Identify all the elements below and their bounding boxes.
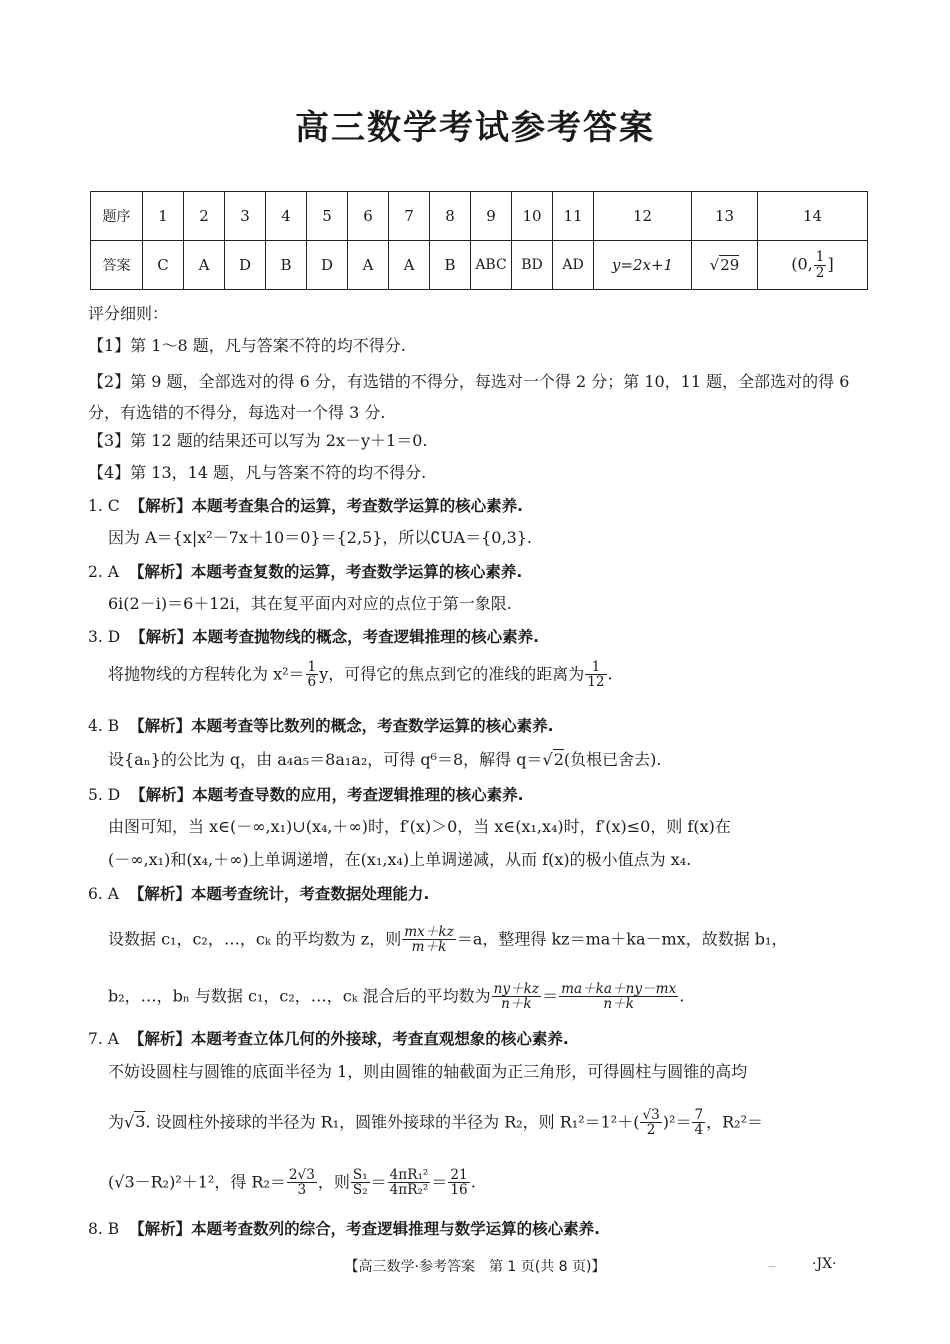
- solution-topic: 【解析】本题考查抛物线的概念，考查逻辑推理的核心素养.: [130, 628, 540, 646]
- text: 设{aₙ}的公比为 q，由 a₄a₅＝8a₁a₂，可得 q⁶＝8，解得 q＝√: [108, 750, 553, 769]
- solution-7-heading: [88, 1028, 868, 1050]
- fraction: [448, 1168, 469, 1198]
- solution-number: 8. B: [88, 1220, 120, 1238]
- radicand: 3: [135, 1112, 146, 1132]
- solution-topic: 【解析】本题考查集合的运算，考查数学运算的核心素养.: [129, 497, 523, 515]
- table-cell: 5: [307, 192, 348, 241]
- footer-mark: —: [768, 1262, 776, 1271]
- text: (√3－R₂)²＋1²，得 R₂＝: [108, 1172, 286, 1192]
- solution-topic: 【解析】本题考查复数的运算，考查数学运算的核心素养.: [128, 563, 523, 581]
- text: ，R₂²＝: [706, 1112, 763, 1132]
- scoring-heading: 评分细则：: [88, 304, 169, 323]
- table-cell: 6: [348, 192, 389, 241]
- table-cell: B: [266, 241, 307, 290]
- table-cell: 4: [266, 192, 307, 241]
- numerator: 7: [694, 1107, 704, 1123]
- solution-topic: 【解析】本题考查数列的综合，考查逻辑推理与数学运算的核心素养.: [129, 1220, 600, 1238]
- text: )²＝: [662, 1112, 692, 1132]
- solution-5-line-2: (－∞,x₁)和(x₄,＋∞)上单调递增，在(x₁,x₄)上单调递减，从而 f(x)的极小值点为 x₄.: [108, 850, 692, 869]
- denominator: n＋k: [501, 996, 532, 1013]
- page-title: 高三数学考试参考答案: [295, 108, 655, 148]
- table-cell: 13: [692, 192, 758, 241]
- solution-number: 7. A: [88, 1030, 119, 1048]
- text: 设数据 c₁，c₂，…，cₖ 的平均数为 z，则: [108, 929, 402, 949]
- solution-2-heading: [88, 561, 868, 583]
- solution-6-line-1: [108, 925, 868, 955]
- solution-number: 4. B: [88, 717, 120, 735]
- scoring-rule-2: 【2】第 9 题，全部选对的得 6 分，有选错的不得分，每选对一个得 2 分；第 10，11 题，全部选对的得 6 分，有选错的不得分，每选对一个得 3 分.: [88, 372, 850, 422]
- solution-5-heading: [88, 784, 868, 806]
- solution-number: 2. A: [88, 563, 119, 581]
- fraction: [692, 1108, 705, 1138]
- denominator: 16: [450, 1182, 468, 1199]
- interval-right: ]: [827, 254, 834, 274]
- radicand: 2: [553, 750, 564, 769]
- fraction: [492, 982, 541, 1012]
- table-cell: 11: [553, 192, 594, 241]
- numerator: 2√3: [288, 1167, 315, 1183]
- fraction: [814, 250, 827, 280]
- table-cell: [758, 241, 868, 290]
- fraction: [351, 1168, 370, 1198]
- text: (负根已舍去).: [563, 750, 662, 769]
- denominator: 3: [297, 1182, 307, 1199]
- solution-number: 5. D: [88, 786, 121, 804]
- answer-table: [90, 191, 868, 290]
- solution-6-line-2: [108, 982, 868, 1012]
- solution-1-heading: [88, 495, 868, 517]
- solution-2-body: 6i(2－i)＝6＋12i，其在复平面内对应的点位于第一象限.: [108, 594, 512, 613]
- row-label-answer: 答案: [91, 241, 143, 290]
- text: .: [679, 986, 685, 1006]
- solution-topic: 【解析】本题考查立体几何的外接球，考查直观想象的核心素养.: [128, 1030, 569, 1048]
- fraction: [287, 1168, 317, 1198]
- denominator: n＋k: [603, 996, 634, 1013]
- solution-number: 1. C: [88, 497, 120, 515]
- solution-7-line-2: [108, 1108, 868, 1138]
- text: ＝: [370, 1172, 387, 1192]
- denominator: 12: [587, 674, 605, 691]
- text: 将抛物线的方程转化为 x²＝: [108, 664, 305, 684]
- fraction: [402, 925, 456, 955]
- text: .: [470, 1172, 476, 1192]
- text: 为√: [108, 1112, 135, 1132]
- solution-1-body: 因为 A＝{x|x²－7x＋10＝0}＝{2,5}，所以∁UA＝{0,3}.: [108, 528, 533, 547]
- table-cell: 7: [389, 192, 430, 241]
- table-cell: B: [430, 241, 471, 290]
- scoring-rule-4: 【4】第 13，14 题，凡与答案不符的均不得分.: [88, 463, 427, 482]
- table-cell: A: [389, 241, 430, 290]
- numerator: ma＋ka＋ny－mx: [561, 981, 677, 997]
- denominator: m＋k: [411, 939, 447, 956]
- row-label-number: 题序: [91, 192, 143, 241]
- radicand: 29: [720, 256, 740, 274]
- table-cell: A: [184, 241, 225, 290]
- scoring-rule-1: 【1】第 1～8 题，凡与答案不符的均不得分.: [88, 336, 406, 355]
- numerator: 21: [450, 1167, 468, 1183]
- interval-left: (0,: [791, 254, 813, 274]
- table-cell: 3: [225, 192, 266, 241]
- text: .: [607, 664, 613, 684]
- solution-7-line-3: [108, 1168, 868, 1198]
- table-cell: √29: [692, 241, 758, 290]
- numerator: mx＋kz: [404, 924, 454, 940]
- denominator: 4πR₂²: [389, 1182, 429, 1199]
- solution-number: 6. A: [88, 885, 119, 903]
- numerator: 4πR₁²: [389, 1167, 429, 1183]
- table-cell: 9: [471, 192, 512, 241]
- denominator: 6: [307, 674, 317, 691]
- table-cell: 10: [512, 192, 553, 241]
- table-cell: D: [225, 241, 266, 290]
- fraction: [585, 660, 606, 690]
- fraction: [559, 982, 678, 1012]
- numerator: ny＋kz: [493, 981, 540, 997]
- table-cell: 1: [143, 192, 184, 241]
- table-cell: C: [143, 241, 184, 290]
- table-cell: 2: [184, 192, 225, 241]
- numerator: 1: [585, 660, 606, 675]
- table-cell: A: [348, 241, 389, 290]
- denominator: 2: [646, 1122, 656, 1139]
- text: ＝: [542, 986, 559, 1006]
- table-cell: BD: [512, 241, 553, 290]
- denominator: 2: [815, 264, 825, 281]
- text: ＝: [431, 1172, 448, 1192]
- table-cell: ABC: [471, 241, 512, 290]
- page-footer: 【高三数学·参考答案 第 1 页(共 8 页)】: [344, 1259, 606, 1275]
- solution-4-heading: [88, 715, 868, 737]
- footer-code: ·JX·: [812, 1256, 837, 1272]
- solution-topic: 【解析】本题考查导数的应用，考查逻辑推理的核心素养.: [130, 786, 524, 804]
- table-cell: 12: [594, 192, 692, 241]
- table-cell: 14: [758, 192, 868, 241]
- text: ＝a，整理得 kz＝ma＋ka－mx，故数据 b₁，: [456, 929, 788, 949]
- table-cell: D: [307, 241, 348, 290]
- solution-6-heading: [88, 883, 868, 905]
- solution-4-body: [108, 749, 868, 771]
- table-cell: y=2x+1: [594, 241, 692, 290]
- table-row-answers: [91, 241, 868, 290]
- fraction: [640, 1108, 661, 1138]
- solution-topic: 【解析】本题考查等比数列的概念，考查数学运算的核心素养.: [129, 717, 554, 735]
- solution-topic: 【解析】本题考查统计，考查数据处理能力.: [128, 885, 430, 903]
- text: y，可得它的焦点到它的准线的距离为: [319, 664, 585, 684]
- fraction: [388, 1168, 431, 1198]
- scoring-rule-3: 【3】第 12 题的结果还可以写为 2x－y＋1＝0.: [88, 431, 428, 450]
- solution-3-body: [108, 660, 868, 690]
- table-row-numbers: [91, 192, 868, 241]
- denominator: S₂: [352, 1182, 368, 1199]
- table-cell: 8: [430, 192, 471, 241]
- text: b₂，…，bₙ 与数据 c₁，c₂，…，cₖ 混合后的平均数为: [108, 986, 491, 1006]
- text: ，则: [317, 1172, 350, 1192]
- solution-3-heading: [88, 626, 868, 648]
- denominator: 4: [694, 1122, 704, 1139]
- numerator: √3: [642, 1107, 660, 1123]
- solution-number: 3. D: [88, 628, 121, 646]
- table-cell: AD: [553, 241, 594, 290]
- numerator: 1: [815, 249, 825, 266]
- fraction: [306, 660, 319, 690]
- numerator: 1: [307, 659, 317, 675]
- solution-5-line-1: 由图可知，当 x∈(－∞,x₁)∪(x₄,＋∞)时，f′(x)＞0，当 x∈(x₁,x₄)时，f′(x)≤0，则 f(x)在: [108, 817, 731, 836]
- numerator: S₁: [352, 1167, 368, 1183]
- solution-7-line-1: 不妨设圆柱与圆锥的底面半径为 1，则由圆锥的轴截面为正三角形，可得圆柱与圆锥的高均: [108, 1062, 748, 1081]
- text: . 设圆柱外接球的半径为 R₁，圆锥外接球的半径为 R₂，则 R₁²＝1²＋(: [145, 1112, 640, 1132]
- solution-8-heading: [88, 1218, 868, 1240]
